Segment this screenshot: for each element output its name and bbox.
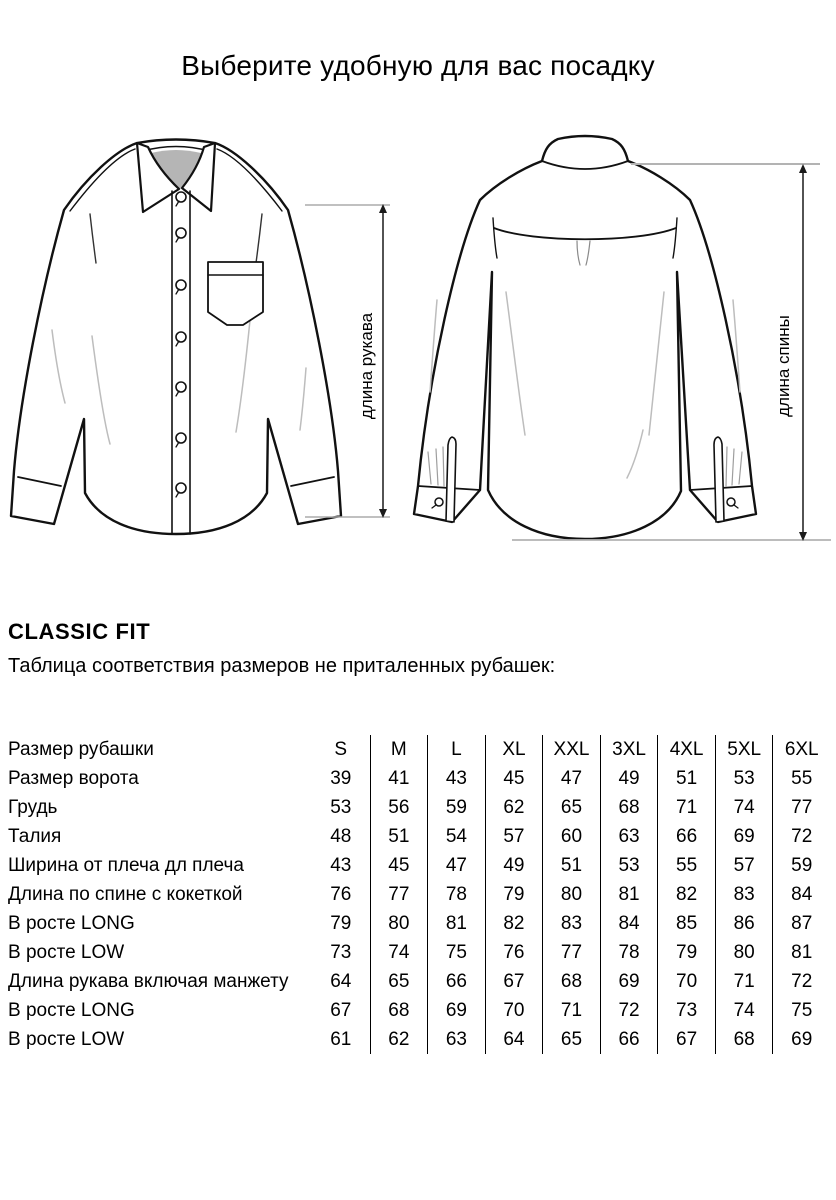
size-value: 59	[427, 793, 485, 822]
size-value: 73	[657, 996, 715, 1025]
size-value: 43	[427, 764, 485, 793]
size-value: 80	[715, 938, 773, 967]
size-value: 73	[330, 942, 352, 963]
size-value: 53	[715, 764, 773, 793]
size-value: 63	[427, 1025, 485, 1054]
back-length-label: длина спины	[774, 315, 793, 417]
size-value: 67	[657, 1025, 715, 1054]
size-value: 68	[600, 793, 658, 822]
size-row-label: Размер ворота	[8, 768, 139, 789]
size-value: 69	[600, 967, 658, 996]
size-value: 76	[485, 938, 543, 967]
size-value: 81	[772, 938, 830, 967]
size-column-header: S	[334, 739, 348, 760]
size-row-label: В росте LOW	[8, 1029, 125, 1050]
size-value: 55	[657, 851, 715, 880]
size-value: 65	[370, 967, 428, 996]
size-value: 69	[427, 996, 485, 1025]
size-value: 79	[330, 913, 352, 934]
size-value: 55	[772, 764, 830, 793]
size-value: 82	[485, 909, 543, 938]
size-value: 76	[330, 884, 352, 905]
size-column-header: 4XL	[657, 735, 715, 764]
size-value: 77	[542, 938, 600, 967]
size-value: 66	[427, 967, 485, 996]
size-column-header: XXL	[542, 735, 600, 764]
size-value: 66	[657, 822, 715, 851]
size-row-label: В росте LONG	[8, 1000, 135, 1021]
size-column-header: XL	[485, 735, 543, 764]
size-value: 47	[542, 764, 600, 793]
size-value: 86	[715, 909, 773, 938]
size-value: 72	[600, 996, 658, 1025]
size-value: 74	[715, 996, 773, 1025]
size-value: 45	[485, 764, 543, 793]
size-row-label: В росте LONG	[8, 913, 135, 934]
size-value: 64	[330, 971, 352, 992]
size-value: 71	[657, 793, 715, 822]
page-title: Выберите удобную для вас посадку	[181, 50, 655, 81]
size-value: 75	[427, 938, 485, 967]
size-value: 82	[657, 880, 715, 909]
size-value: 70	[485, 996, 543, 1025]
size-row-label: Ширина от плеча дл плеча	[8, 855, 244, 876]
size-value: 48	[330, 826, 352, 847]
size-value: 53	[600, 851, 658, 880]
size-value: 75	[772, 996, 830, 1025]
size-value: 41	[370, 764, 428, 793]
size-column-header: L	[427, 735, 485, 764]
size-value: 63	[600, 822, 658, 851]
size-value: 62	[370, 1025, 428, 1054]
size-value: 47	[427, 851, 485, 880]
size-value: 72	[772, 967, 830, 996]
size-value: 57	[485, 822, 543, 851]
size-value: 65	[542, 1025, 600, 1054]
size-value: 43	[330, 855, 352, 876]
size-value: 56	[370, 793, 428, 822]
size-value: 69	[715, 822, 773, 851]
size-value: 51	[657, 764, 715, 793]
size-value: 51	[542, 851, 600, 880]
size-value: 84	[600, 909, 658, 938]
size-value: 59	[772, 851, 830, 880]
size-value: 67	[330, 1000, 352, 1021]
size-column-header: M	[370, 735, 428, 764]
size-value: 81	[427, 909, 485, 938]
size-value: 60	[542, 822, 600, 851]
size-value: 77	[370, 880, 428, 909]
size-value: 68	[542, 967, 600, 996]
size-value: 83	[542, 909, 600, 938]
size-value: 79	[485, 880, 543, 909]
size-value: 70	[657, 967, 715, 996]
back-shirt-drawing	[414, 136, 756, 539]
size-value: 80	[370, 909, 428, 938]
sleeve-length-label: длина рукава	[357, 312, 376, 420]
size-value: 45	[370, 851, 428, 880]
size-row-label: Талия	[8, 826, 62, 847]
size-value: 49	[600, 764, 658, 793]
size-value: 39	[330, 768, 352, 789]
size-value: 68	[715, 1025, 773, 1054]
size-value: 71	[715, 967, 773, 996]
size-value: 85	[657, 909, 715, 938]
size-value: 78	[427, 880, 485, 909]
front-shirt-drawing	[11, 140, 341, 535]
size-value: 54	[427, 822, 485, 851]
fit-section-heading: CLASSIC FIT	[8, 619, 151, 644]
size-value: 79	[657, 938, 715, 967]
size-value: 81	[600, 880, 658, 909]
size-column-header: 3XL	[600, 735, 658, 764]
front-chest-pocket	[208, 262, 263, 325]
size-value: 74	[715, 793, 773, 822]
size-value: 67	[485, 967, 543, 996]
fit-section-subtitle: Таблица соответствия размеров не приталенных рубашек:	[8, 655, 556, 677]
size-value: 69	[772, 1025, 830, 1054]
size-value: 72	[772, 822, 830, 851]
size-value: 78	[600, 938, 658, 967]
size-value: 77	[772, 793, 830, 822]
size-row-label: Длина рукава включая манжету	[8, 971, 289, 992]
size-table-header-label: Размер рубашки	[8, 739, 154, 760]
size-value: 68	[370, 996, 428, 1025]
size-row-label: В росте LOW	[8, 942, 125, 963]
size-value: 61	[330, 1029, 352, 1050]
size-value: 64	[485, 1025, 543, 1054]
size-column-header: 6XL	[772, 735, 830, 764]
size-value: 66	[600, 1025, 658, 1054]
size-value: 84	[772, 880, 830, 909]
size-value: 51	[370, 822, 428, 851]
size-value: 87	[772, 909, 830, 938]
size-value: 62	[485, 793, 543, 822]
size-row-label: Грудь	[8, 797, 58, 818]
size-row-label: Длина по спине с кокеткой	[8, 884, 243, 905]
size-value: 53	[330, 797, 352, 818]
size-value: 83	[715, 880, 773, 909]
size-value: 80	[542, 880, 600, 909]
size-value: 57	[715, 851, 773, 880]
back-shirt-silhouette	[414, 136, 756, 539]
size-column-header: 5XL	[715, 735, 773, 764]
size-value: 65	[542, 793, 600, 822]
size-value: 71	[542, 996, 600, 1025]
size-value: 49	[485, 851, 543, 880]
size-value: 74	[370, 938, 428, 967]
size-table	[8, 735, 830, 1054]
